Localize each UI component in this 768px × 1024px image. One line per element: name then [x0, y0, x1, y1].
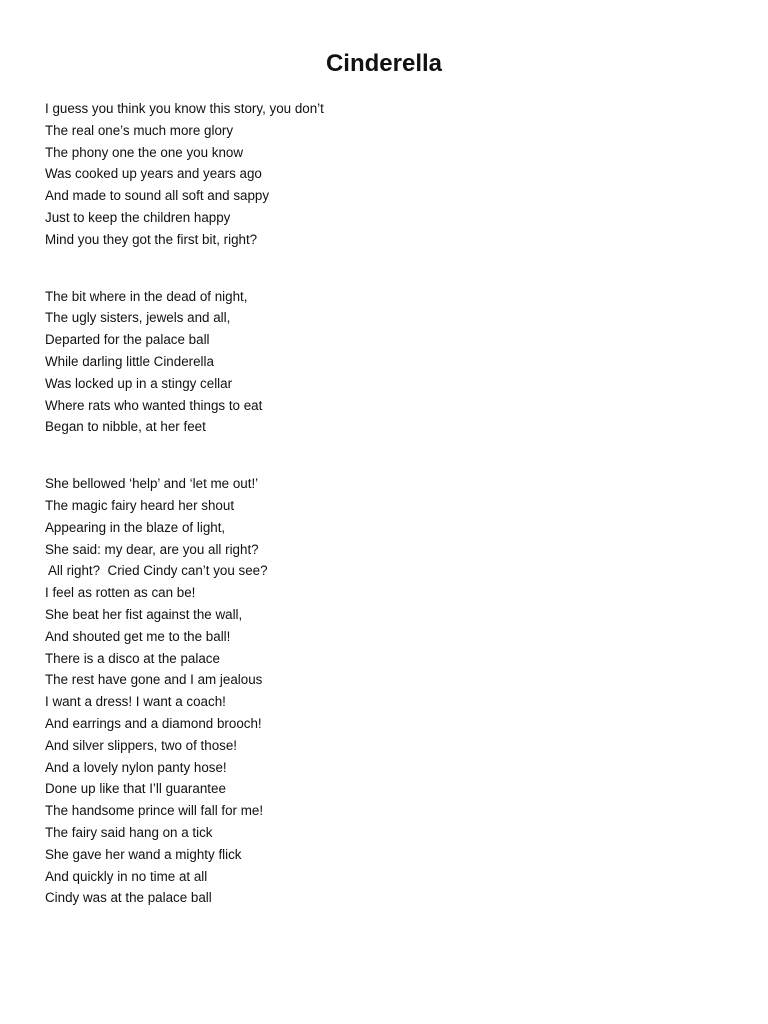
poem-line: She bellowed ‘help’ and ‘let me out!’: [45, 476, 259, 492]
poem-line: I want a dress! I want a coach!: [45, 694, 226, 710]
poem-line: Just to keep the children happy: [45, 209, 231, 225]
poem-line: The rest have gone and I am jealous: [45, 672, 263, 688]
poem-line: Departed for the palace ball: [45, 332, 210, 348]
poem-line: And a lovely nylon panty hose!: [45, 759, 227, 775]
poem-line: Done up like that I’ll guarantee: [45, 781, 226, 797]
poem-stanza: [45, 98, 725, 251]
poem-line: All right? Cried Cindy can’t you see?: [45, 563, 268, 579]
poem-line: Appearing in the blaze of light,: [45, 519, 226, 535]
poem-line: I guess you think you know this story, you don’t: [45, 101, 324, 116]
poem-stanza: [45, 286, 725, 439]
poem-line: The handsome prince will fall for me!: [45, 803, 264, 819]
poem-line: She said: my dear, are you all right?: [45, 541, 259, 557]
poem-line: The ugly sisters, jewels and all,: [45, 310, 231, 326]
poem-line: Mind you they got the first bit, right?: [45, 231, 258, 247]
poem-body: [45, 98, 725, 944]
poem-line: The fairy said hang on a tick: [45, 824, 213, 840]
poem-stanza: [45, 473, 725, 909]
poem-line: And shouted get me to the ball!: [45, 628, 231, 644]
poem-line: Where rats who wanted things to eat: [45, 397, 263, 413]
poem-line: Began to nibble, at her feet: [45, 419, 206, 435]
poem-line: Cindy was at the palace ball: [45, 890, 212, 906]
poem-line: The phony one the one you know: [45, 144, 244, 160]
poem-line: The real one’s much more glory: [45, 122, 234, 138]
poem-line: And earrings and a diamond brooch!: [45, 715, 262, 731]
poem-line: And made to sound all soft and sappy: [45, 188, 270, 204]
poem-line: And silver slippers, two of those!: [45, 737, 238, 753]
poem-line: Was cooked up years and years ago: [45, 166, 262, 182]
poem-line: And quickly in no time at all: [45, 868, 208, 884]
poem-line: The bit where in the dead of night,: [45, 288, 248, 304]
poem-line: She beat her fist against the wall,: [45, 606, 243, 622]
poem-line: There is a disco at the palace: [45, 650, 220, 666]
poem-line: She gave her wand a mighty flick: [45, 846, 242, 862]
poem-line: Was locked up in a stingy cellar: [45, 375, 233, 391]
poem-line: While darling little Cinderella: [45, 353, 214, 369]
poem-line: I feel as rotten as can be!: [45, 585, 196, 601]
document-title: Cinderella: [325, 50, 443, 77]
poem-line: The magic fairy heard her shout: [45, 497, 235, 513]
